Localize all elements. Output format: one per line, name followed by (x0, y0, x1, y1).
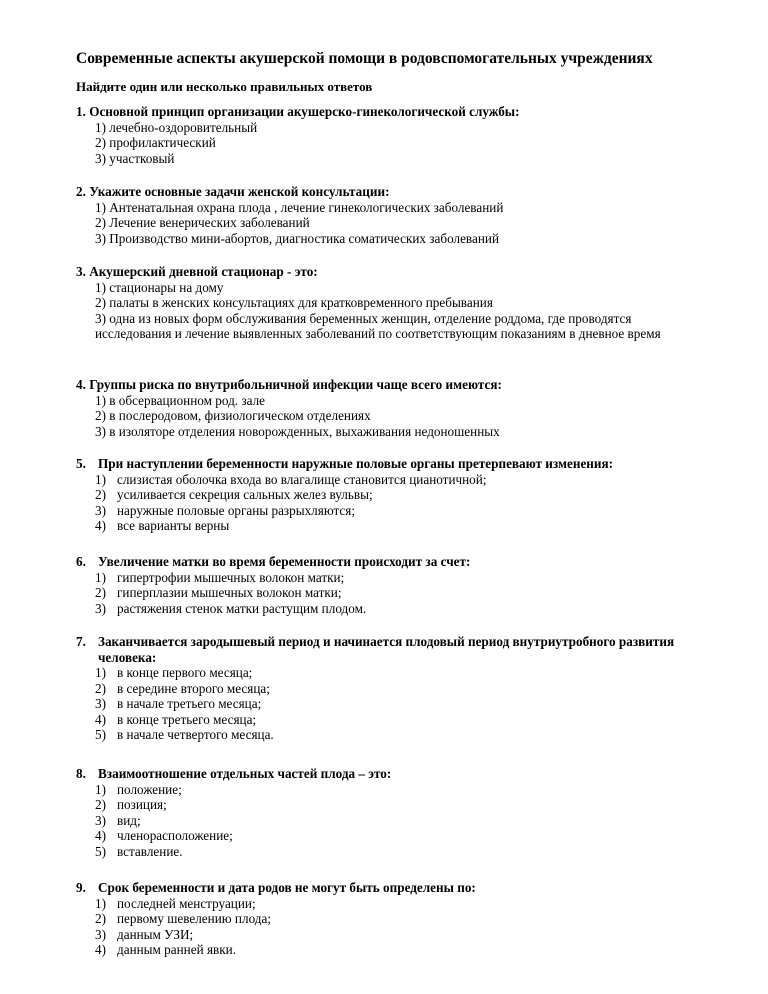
answer-option: 3) Производство мини-абортов, диагностика соматических заболеваний (95, 230, 500, 246)
question-3 (76, 264, 728, 342)
answer-option: 2) профилактический (95, 135, 216, 150)
question-5 (76, 456, 728, 534)
answer-option: 5) в начале четвертого месяца. (95, 727, 274, 742)
question-number: 5. (76, 456, 86, 471)
answer-option: 1) слизистая оболочка входа во влагалище становится цианотичной; (95, 471, 487, 487)
question-1 (76, 104, 728, 166)
answer-option: 3) данным УЗИ; (95, 926, 194, 942)
question-body: Увеличение матки во время беременности происходит за счет: (98, 554, 471, 569)
question-number: 8. (76, 766, 86, 781)
question-text: 4. Группы риска по внутрибольничной инфекции чаще всего имеются: (76, 377, 502, 392)
question-body: При наступлении беременности наружные половые органы претерпевают изменения: (98, 456, 614, 471)
question-text: 2. Укажите основные задачи женской консультации: (76, 184, 390, 199)
instruction: Найдите один или несколько правильных ответов (76, 79, 373, 94)
question-text (76, 634, 728, 665)
answer-option: 3) наружные половые органы разрыхляются; (95, 502, 356, 518)
answer-option: 2) в середине второго месяца; (95, 680, 270, 696)
question-4 (76, 377, 728, 439)
question-body: Заканчивается зародышевый период и начинается плодовый период внутриутробного развития человека: (98, 634, 675, 665)
answer-option: 1) последней менструации; (95, 895, 256, 911)
answer-option: 3) в начале третьего месяца; (95, 696, 262, 711)
answer-option: 4) данным ранней явки. (95, 942, 237, 957)
answer-option: 3) в изоляторе отделения новорожденных, выхаживания недоношенных (95, 423, 500, 439)
question-number: 9. (76, 880, 86, 895)
answer-option: 1) в конце первого месяца; (95, 665, 253, 680)
question-9 (76, 880, 728, 958)
question-number: 7. (76, 634, 86, 649)
answer-option: 2) усиливается секреция сальных желез вульвы; (95, 487, 373, 502)
answer-option: 2) палаты в женских консультациях для кратковременного пребывания (95, 295, 493, 310)
question-2 (76, 184, 728, 246)
question-number: 6. (76, 554, 86, 569)
answer-option: 3) вид; (95, 812, 141, 828)
answer-option: 2) позиция; (95, 797, 167, 812)
answer-option: 1) гипертрофии мышечных волокон матки; (95, 569, 345, 585)
answer-option: 3) растяжения стенок матки растущим плодом. (95, 600, 367, 616)
question-7 (76, 634, 728, 743)
question-text: 1. Основной принцип организации акушерско-гинекологической службы: (76, 104, 520, 119)
question-text (76, 766, 728, 782)
question-text: 3. Акушерский дневной стационар - это: (76, 264, 318, 279)
answer-option: 4) все варианты верны (95, 518, 230, 533)
answer-option: 2) Лечение венерических заболеваний (95, 215, 310, 230)
answer-option: 4) в конце третьего месяца; (95, 711, 257, 727)
answer-option: 2) гиперплазии мышечных волокон матки; (95, 585, 342, 600)
answer-option: 1) в обсервационном род. зале (95, 392, 266, 408)
answer-option: 3) участковый (95, 150, 175, 166)
document-title: Современные аспекты акушерской помощи в родовспомогательных учреждениях (76, 50, 653, 67)
answer-option: 1) Антенатальная охрана плода , лечение гинекологических заболеваний (95, 199, 504, 215)
question-8 (76, 766, 728, 859)
question-body: Взаимоотношение отдельных частей плода – это: (98, 766, 392, 781)
answer-option: 4) членорасположение; (95, 828, 233, 843)
answer-option: 3) одна из новых форм обслуживания беременных женщин, отделение роддома, где проводятся исследования и лечение выявленных заболеваний по соответствующим показаниям в дневное время (95, 310, 661, 341)
question-text (76, 456, 728, 472)
question-text (76, 880, 728, 896)
answer-option: 2) в послеродовом, физиологическом отделениях (95, 408, 371, 423)
answer-option: 2) первому шевелению плода; (95, 911, 272, 926)
question-body: Срок беременности и дата родов не могут быть определены по: (98, 880, 476, 895)
answer-option: 1) положение; (95, 781, 182, 797)
question-6 (76, 554, 728, 616)
answer-option: 1) стационары на дому (95, 279, 224, 295)
answer-option: 1) лечебно-оздоровительный (95, 119, 258, 135)
question-text (76, 554, 728, 570)
answer-option: 5) вставление. (95, 843, 183, 859)
